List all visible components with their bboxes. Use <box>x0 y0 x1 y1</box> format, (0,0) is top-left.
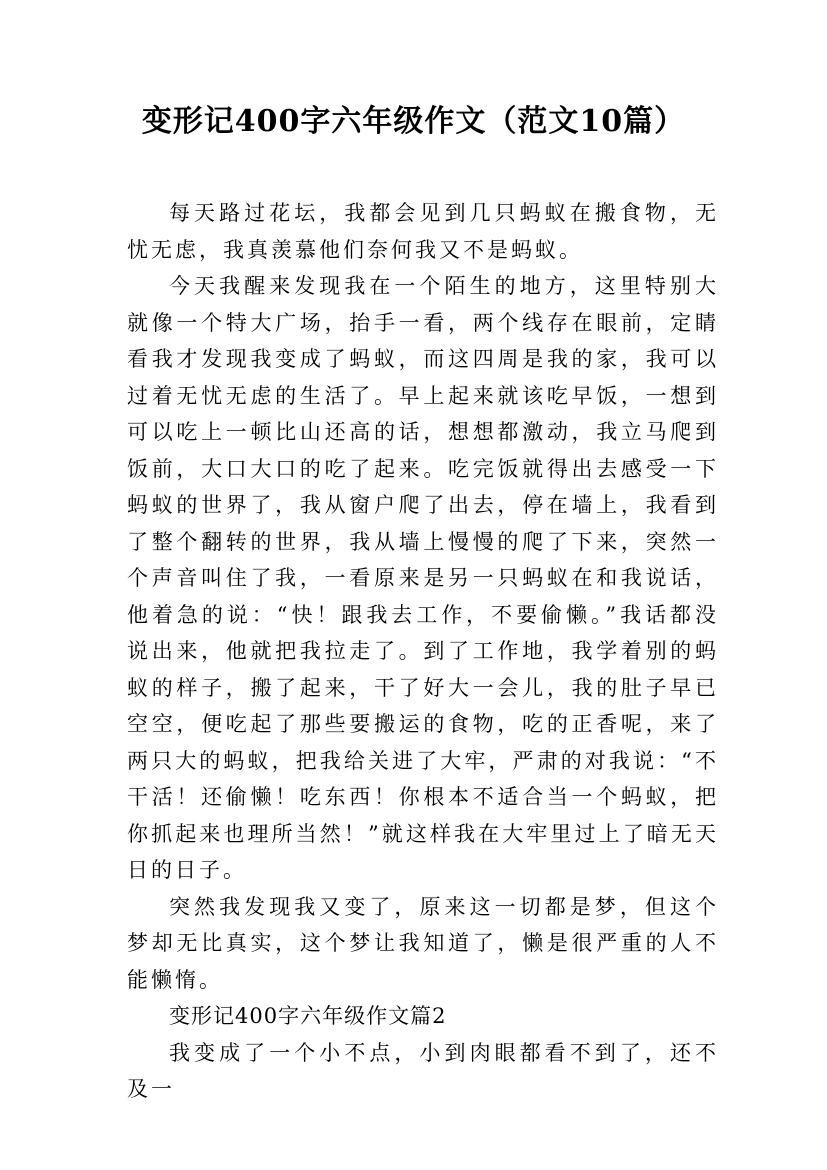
document-body <box>127 195 719 1108</box>
paragraph-4: 我变成了一个小不点，小到肉眼都看不到了，还不及一 <box>127 1040 719 1101</box>
paragraph-2: 今天我醒来发现我在一个陌生的地方，这里特别大就像一个特大广场，抬手一看，两个线存在眼前，定睛看我才发现我变成了蚂蚁，而这四周是我的家，我可以过着无忧无虑的生活了。早上起来就该吃早饭，一想到可以吃上一顿比山还高的话，想想都激动，我立马爬到饭前，大口大口的吃了起来。吃完饭就得出去感受一下蚂蚁的世界了，我从窗户爬了出去，停在墙上，我看到了整个翻转的世界，我从墙上慢慢的爬了下来，突然一个声音叫住了我，一看原来是另一只蚂蚁在和我说话，他着急的说：“快！跟我去工作，不要偷懒。”我话都没说出来，他就把我拉走了。到了工作地，我学着别的蚂蚁的样子，搬了起来，干了好大一会儿，我的肚子早已空空，便吃起了那些要搬运的食物，吃的正香呢，来了两只大的蚂蚁，把我给关进了大牢，严肃的对我说：“不干活！还偷懒！吃东西！你根本不适合当一个蚂蚁，把你抓起来也理所当然！”就这样我在大牢里过上了暗无天日的日子。 <box>127 274 719 882</box>
paragraph-1: 每天路过花坛，我都会见到几只蚂蚁在搬食物，无忧无虑，我真羡慕他们奈何我又不是蚂蚁。 <box>127 201 719 262</box>
section-heading: 变形记400字六年级作文篇2 <box>169 1004 447 1028</box>
paragraph-3: 突然我发现我又变了，原来这一切都是梦，但这个梦却无比真实，这个梦让我知道了，懒是很严重的人不能懒惰。 <box>127 894 719 992</box>
document-title: 变形记400字六年级作文（范文10篇） <box>141 104 686 139</box>
